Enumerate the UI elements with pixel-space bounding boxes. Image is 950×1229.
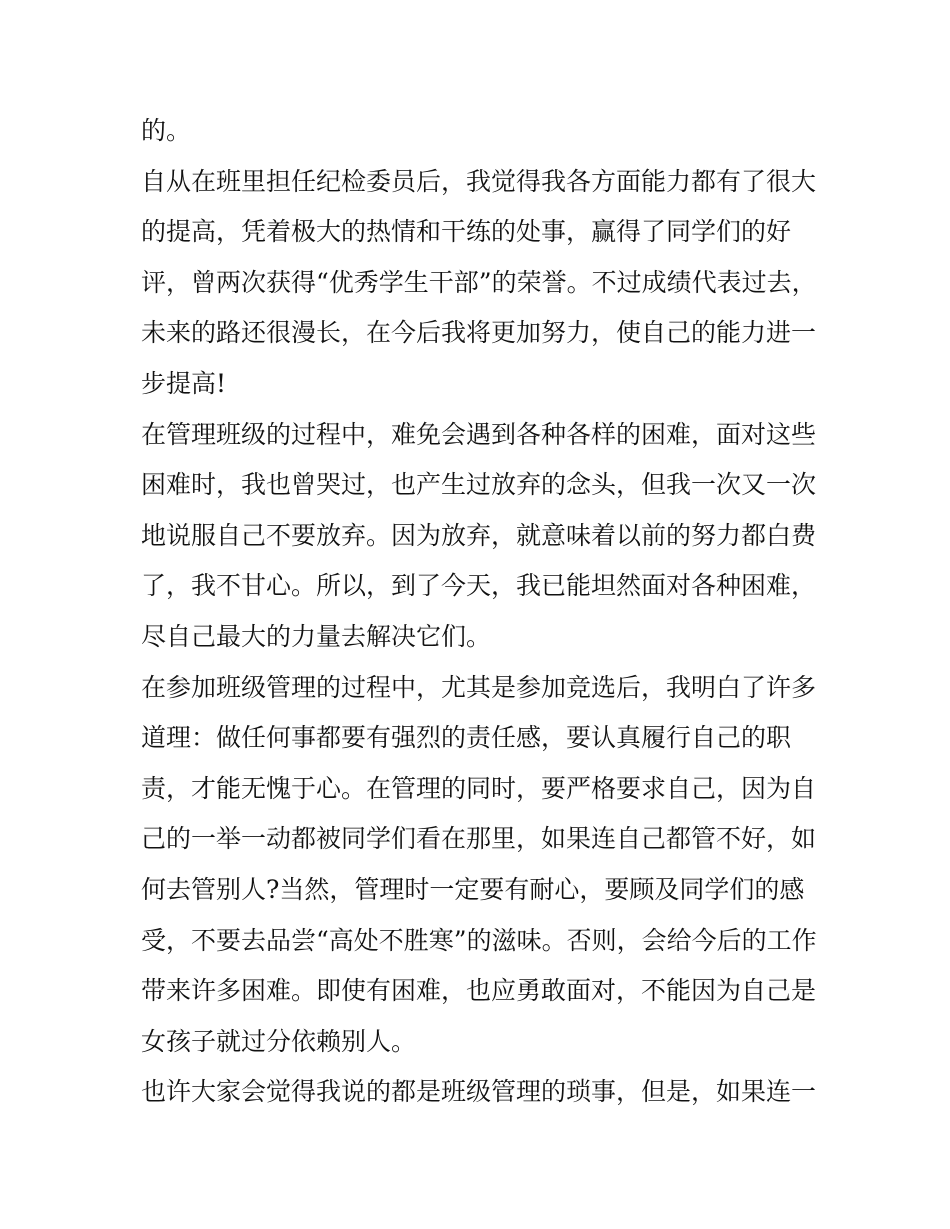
text-line-18: 带来许多困难。即使有困难，也应勇敢面对，不能因为自己是 <box>141 976 817 1006</box>
text-line-16: 何去管别人?当然，管理时一定要有耐心，要顾及同学们的感 <box>141 874 805 904</box>
document-body-text <box>141 106 821 1118</box>
text-line-12: 在参加班级管理的过程中，尤其是参加竞选后，我明白了许多 <box>141 672 817 702</box>
text-line-3: 的提高，凭着极大的热情和干练的处事，赢得了同学们的好 <box>141 217 792 247</box>
text-line-7: 在管理班级的过程中，难免会遇到各种各样的困难，面对这些 <box>141 419 817 449</box>
text-line-4: 评，曾两次获得“优秀学生干部”的荣誉。不过成绩代表过去， <box>141 267 817 297</box>
text-line-5: 未来的路还很漫长，在今后我将更加努力，使自己的能力进一 <box>141 318 817 348</box>
text-line-15: 己的一举一动都被同学们看在那里，如果连自己都管不好，如 <box>141 824 817 854</box>
text-line-10: 了，我不甘心。所以，到了今天，我已能坦然面对各种困难， <box>141 571 817 601</box>
text-line-14: 责，才能无愧于心。在管理的同时，要严格要求自己，因为自 <box>141 773 817 803</box>
text-line-1: 的。 <box>141 116 192 145</box>
text-line-8: 困难时，我也曾哭过，也产生过放弃的念头，但我一次又一次 <box>141 470 817 500</box>
text-line-2: 自从在班里担任纪检委员后，我觉得我各方面能力都有了很大 <box>141 166 817 196</box>
text-line-17: 受，不要去品尝“高处不胜寒”的滋味。否则，会给今后的工作 <box>141 925 817 955</box>
text-line-6: 步提高! <box>141 368 227 398</box>
text-line-11: 尽自己最大的力量去解决它们。 <box>141 621 492 651</box>
text-line-13: 道理：做任何事都要有强烈的责任感，要认真履行自己的职 <box>141 723 792 753</box>
text-line-20: 也许大家会觉得我说的都是班级管理的琐事，但是，如果连一 <box>141 1077 817 1107</box>
text-line-19: 女孩子就过分依赖别人。 <box>141 1026 417 1056</box>
text-line-9: 地说服自己不要放弃。因为放弃，就意味着以前的努力都白费 <box>141 520 817 550</box>
